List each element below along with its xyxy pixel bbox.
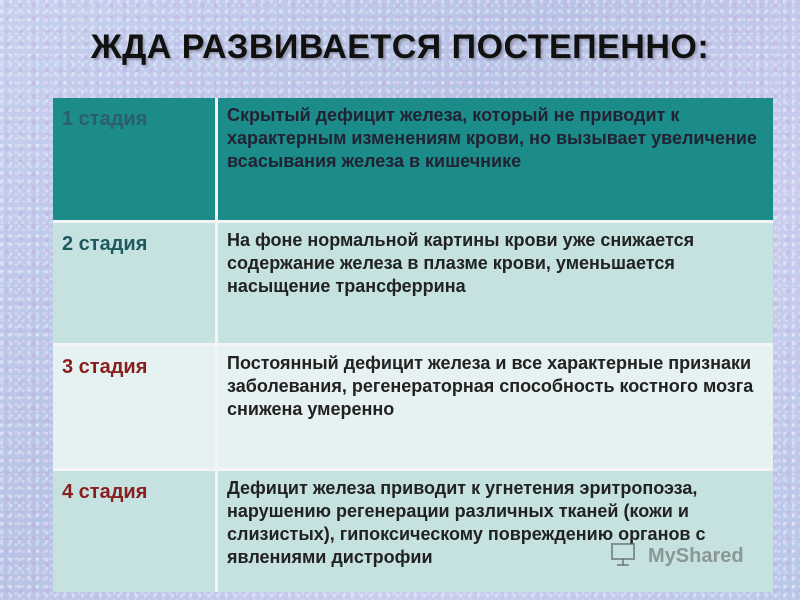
stage-description: Дефицит железа приводит к угнетения эритропоэза, нарушению регенерации различных тканей (кожи и слизистых), гипоксическому повреждению органов с явлениями дистрофии	[217, 470, 774, 593]
slide-title: ЖДА РАЗВИВАЕТСЯ ПОСТЕПЕННО:	[90, 28, 710, 66]
stage-label: 1 стадия	[53, 98, 217, 222]
stage-label: 3 стадия	[53, 345, 217, 470]
table-row	[53, 98, 773, 222]
stage-description: На фоне нормальной картины крови уже снижается содержание железа в плазме крови, уменьшается насыщение трансферрина	[217, 222, 774, 345]
stage-description: Постоянный дефицит железа и все характерные признаки заболевания, регенераторная способность костного мозга снижена умеренно	[217, 345, 774, 470]
stages-table	[53, 98, 773, 592]
table-row	[53, 345, 773, 470]
presentation-board-icon	[610, 541, 636, 567]
stage-description: Скрытый дефицит железа, который не приводит к характерным изменениям крови, но вызывает увеличение всасывания железа в кишечнике	[217, 98, 774, 222]
stage-label: 4 стадия	[53, 470, 217, 593]
table-row	[53, 222, 773, 345]
watermark	[610, 537, 780, 577]
stage-label: 2 стадия	[53, 222, 217, 345]
watermark-text: MyShared	[648, 545, 744, 567]
